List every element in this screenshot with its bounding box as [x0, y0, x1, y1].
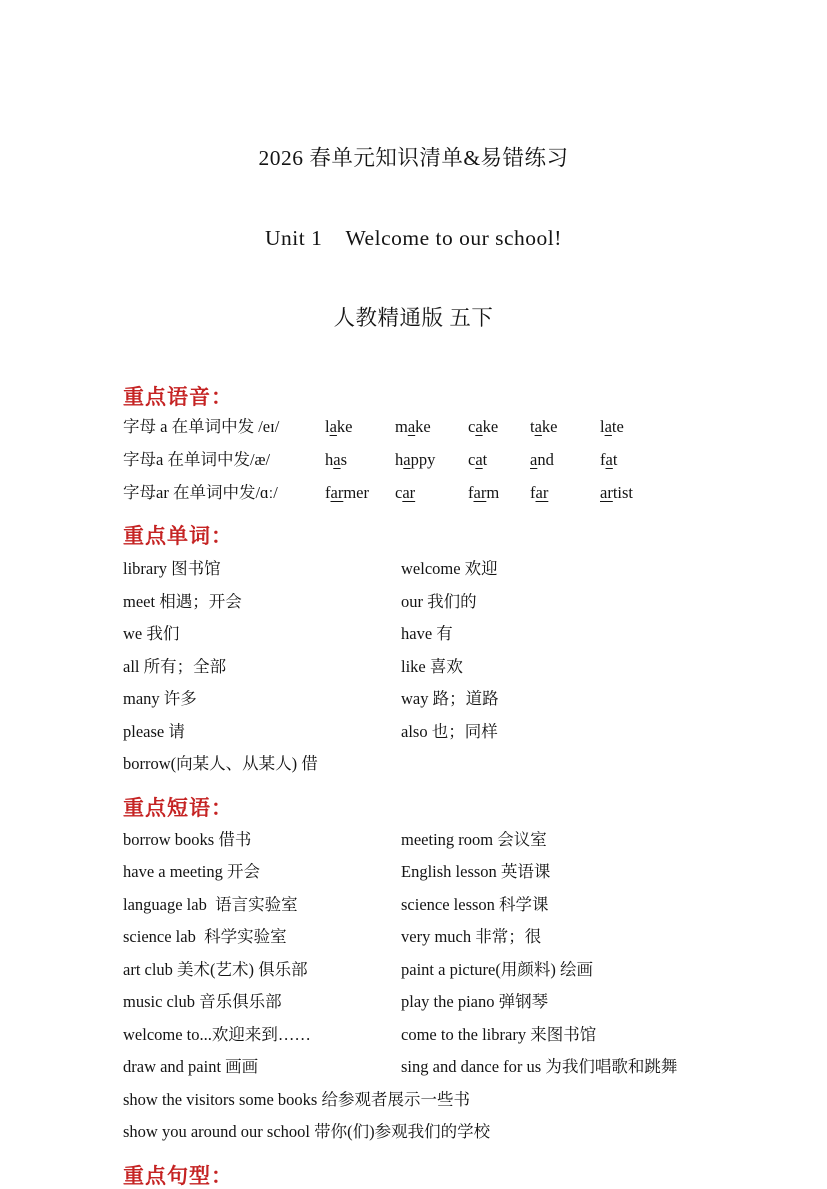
unit-title: Unit 1 Welcome to our school!: [265, 226, 562, 250]
word-entry-left: many 许多: [123, 689, 197, 708]
phonics-word: take: [530, 417, 558, 436]
phrase-entry-row: [123, 986, 704, 1019]
word-entry-left: please 请: [123, 721, 185, 741]
phrase-entry-right: play the piano 弹钢琴: [401, 992, 549, 1011]
word-entry-left: meet 相遇；开会: [123, 591, 242, 611]
phonics-word: lake: [325, 417, 353, 436]
words-section: [123, 523, 704, 781]
phonics-word: has: [325, 450, 347, 469]
word-entry-row: [123, 716, 704, 749]
phonics-word: far: [530, 483, 549, 502]
phrase-entry-row: [123, 1116, 704, 1149]
phonics-rule-label: 字母a 在单词中发/æ/: [123, 450, 271, 469]
phrase-entry-left: welcome to...欢迎来到……: [123, 1024, 311, 1044]
phonics-word: farm: [468, 483, 500, 502]
phonics-row: [123, 410, 704, 443]
word-list: [123, 553, 704, 781]
phrases-section: [123, 795, 704, 1149]
phrases-heading: 重点短语：: [123, 795, 233, 820]
phonics-word: cake: [468, 417, 499, 436]
word-entry-left: we 我们: [123, 624, 180, 643]
phonics-word: artist: [600, 483, 634, 502]
words-heading: 重点单词：: [123, 524, 233, 548]
phrase-entry-right: English lesson 英语课: [401, 862, 551, 881]
word-entry-left: all 所有；全部: [123, 656, 227, 676]
phrase-entry-left: language lab 语言实验室: [123, 894, 298, 914]
phonics-section: [123, 384, 704, 509]
word-entry-left: library 图书馆: [123, 559, 221, 578]
word-entry-right: welcome 欢迎: [401, 559, 498, 578]
phonics-rule-label: 字母ar 在单词中发/ɑː/: [123, 483, 278, 502]
phrase-entry-left: show you around our school 带你(们)参观我们的学校: [123, 1122, 491, 1141]
phonics-word: car: [395, 483, 416, 502]
phonics-word: happy: [395, 450, 436, 469]
phrase-entry-row: [123, 1019, 704, 1052]
word-entry-left: borrow(向某人、从某人) 借: [123, 754, 318, 773]
phrase-entry-left: have a meeting 开会: [123, 862, 260, 881]
word-entry-row: [123, 553, 704, 586]
word-entry-right: our 我们的: [401, 591, 477, 611]
phonics-word: make: [395, 417, 431, 436]
phonics-rows: [123, 410, 704, 509]
phonics-word: late: [600, 417, 624, 436]
phrase-entry-left: draw and paint 画画: [123, 1057, 259, 1076]
doc-title: 2026 春单元知识清单&易错练习: [258, 146, 569, 170]
word-entry-right: also 也；同样: [401, 721, 498, 741]
phrase-entry-row: [123, 921, 704, 954]
phonics-word: fat: [600, 450, 618, 469]
phonics-word: and: [530, 450, 554, 469]
word-entry-right: way 路；道路: [401, 689, 499, 708]
phrase-entry-left: show the visitors some books 给参观者展示一些书: [123, 1089, 470, 1109]
phrase-entry-right: very much 非常；很: [401, 927, 542, 946]
word-entry-right: have 有: [401, 624, 453, 643]
phrase-entry-right: sing and dance for us 为我们唱歌和跳舞: [401, 1057, 678, 1076]
word-entry-row: [123, 618, 704, 651]
phrase-entry-left: art club 美术(艺术) 俱乐部: [123, 959, 308, 979]
phrase-entry-row: [123, 1051, 704, 1084]
word-entry-right: like 喜欢: [401, 656, 463, 676]
word-entry-row: [123, 586, 704, 619]
sentences-section: [123, 1163, 704, 1189]
word-entry-row: [123, 748, 704, 781]
phrase-entry-row: [123, 889, 704, 922]
phrase-entry-row: [123, 856, 704, 889]
title-block: [123, 100, 704, 376]
sentences-heading: 重点句型：: [123, 1163, 233, 1188]
phrase-entry-left: borrow books 借书: [123, 829, 252, 849]
phonics-heading: 重点语音：: [123, 385, 233, 409]
phrase-list: [123, 824, 704, 1149]
word-entry-row: [123, 683, 704, 716]
phrase-entry-row: [123, 824, 704, 857]
phrase-entry-left: science lab 科学实验室: [123, 927, 287, 946]
phrase-entry-left: music club 音乐俱乐部: [123, 992, 282, 1011]
phrase-entry-row: [123, 1084, 704, 1117]
phrase-entry-row: [123, 954, 704, 987]
phrase-entry-right: paint a picture(用颜料) 绘画: [401, 959, 593, 979]
word-entry-row: [123, 651, 704, 684]
phonics-rule-label: 字母 a 在单词中发 /eɪ/: [123, 417, 280, 436]
phonics-word: farmer: [325, 483, 369, 502]
phrase-entry-right: science lesson 科学课: [401, 894, 549, 914]
phonics-row: [123, 443, 704, 476]
phrase-entry-right: come to the library 来图书馆: [401, 1024, 597, 1044]
phonics-row: [123, 476, 704, 509]
edition-title: 人教精通版 五下: [333, 306, 494, 330]
phrase-entry-right: meeting room 会议室: [401, 829, 547, 849]
phonics-word: cat: [468, 450, 488, 469]
